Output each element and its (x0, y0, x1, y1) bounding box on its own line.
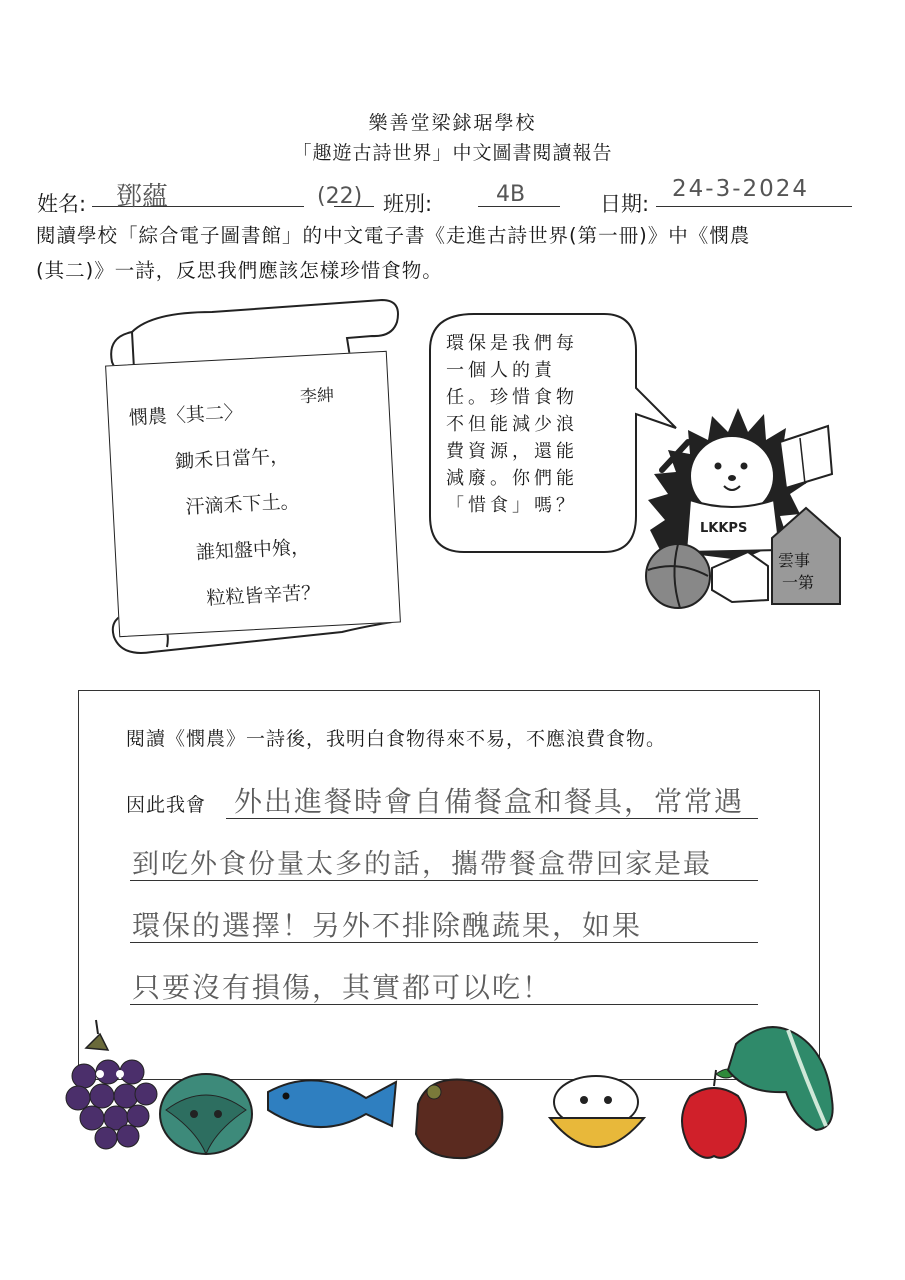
bubble-line-3: 任。珍惜食物 (446, 387, 578, 408)
mascot-shirt-text: LKKPS (700, 521, 748, 536)
date-value: 24-3-2024 (672, 176, 810, 202)
name-value: 鄧蘊 (116, 182, 169, 212)
bubble-text (446, 330, 636, 519)
poem-line-2: 汗滴禾下土。 (185, 490, 301, 519)
rice-bowl-icon (550, 1076, 644, 1147)
poem-line-1: 鋤禾日當午， (174, 445, 290, 474)
answer-line-1: 閱讀《憫農》一詩後，我明白食物得來不易，不應浪費食物。 (126, 728, 667, 750)
answer-prefix: 因此我會 (126, 794, 207, 816)
name-label: 姓名: (37, 192, 87, 216)
bubble-line-2: 一個人的責 (446, 360, 556, 381)
house-text-2: 一第 (782, 573, 815, 592)
hedgehog-mascot-illustration (640, 390, 850, 616)
handwritten-answer-line-4: 只要沒有損傷，其實都可以吃！ (132, 971, 553, 1004)
fish-icon (268, 1080, 396, 1127)
report-title: 「趣遊古詩世界」中文圖書閱讀報告 (292, 142, 613, 164)
instructions (36, 218, 876, 288)
apple-icon (682, 1069, 746, 1158)
bubble-line-5: 費資源，還能 (446, 441, 578, 462)
food-illustrations (56, 1010, 846, 1174)
date-label: 日期: (600, 192, 650, 216)
poem-title: 憫農〈其二〉 (128, 401, 244, 430)
handwritten-answer-line-2: 到吃外食份量太多的話，攜帶餐盒帶回家是最 (132, 849, 712, 880)
meat-icon (416, 1080, 502, 1159)
school-name: 樂善堂梁銶琚學校 (368, 112, 537, 134)
instructions-line-1: 閱讀學校「綜合電子圖書館」的中文電子書《走進古詩世界(第一冊)》中《憫農 (36, 224, 751, 247)
cabbage-icon (160, 1074, 252, 1154)
class-number: (22) (317, 184, 363, 209)
poem-line-4: 粒粒皆辛苦？ (205, 581, 321, 610)
poem-line-3: 誰知盤中飧， (195, 536, 311, 565)
number-underline (334, 206, 374, 207)
house-text-1: 雲事 (778, 551, 811, 570)
poem-frame (105, 351, 401, 637)
poem-author: 李紳 (299, 385, 335, 408)
handwritten-answer-line-1: 外出進餐時會自備餐盒和餐具，常常遇 (234, 785, 745, 818)
bubble-line-1: 環保是我們每 (446, 333, 578, 354)
date-underline (656, 206, 852, 207)
class-value: 4B (496, 182, 526, 207)
bubble-line-7: 「惜食」嗎？ (446, 495, 578, 516)
bubble-line-4: 不但能減少浪 (446, 414, 578, 435)
grapes-icon (66, 1020, 157, 1149)
handwritten-answer-line-3: 環保的選擇！另外不排除醜蔬果，如果 (132, 909, 643, 942)
class-label: 班別: (383, 192, 433, 216)
bubble-line-6: 減廢。你們能 (446, 468, 578, 489)
instructions-line-2: (其二)》一詩，反思我們應該怎樣珍惜食物。 (36, 259, 443, 282)
